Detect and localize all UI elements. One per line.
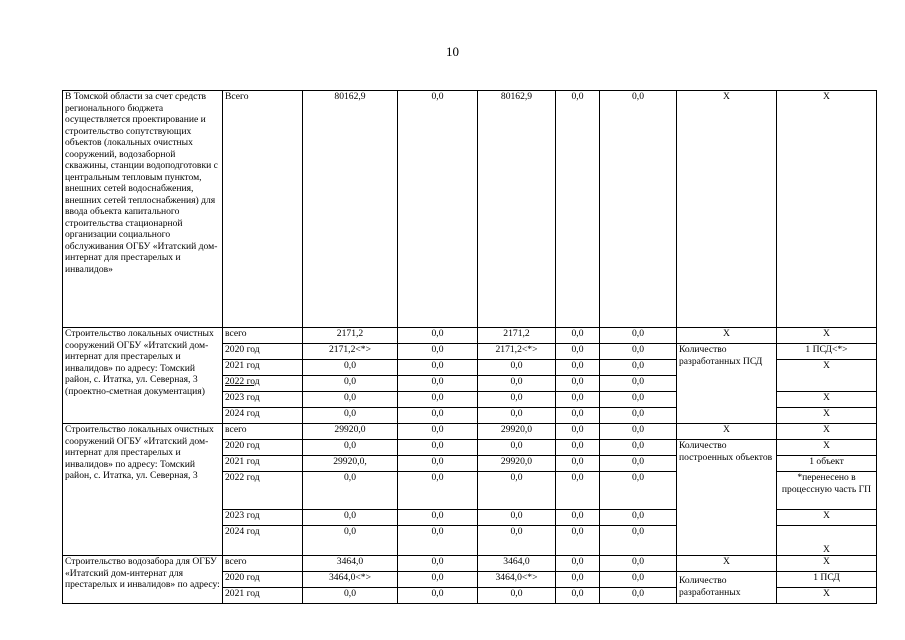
regional-cell: 0,0 xyxy=(478,588,556,604)
value-cell: 1 объект xyxy=(777,456,877,472)
local-cell: 0,0 xyxy=(556,328,600,344)
table-row xyxy=(63,424,877,440)
local-cell: 0,0 xyxy=(556,408,600,424)
federal-cell: 0,0 xyxy=(398,588,478,604)
page-number: 10 xyxy=(446,44,459,59)
federal-cell: 0,0 xyxy=(398,556,478,572)
period-cell: 2024 год xyxy=(223,408,303,424)
indicator-cell: Количество разработанных xyxy=(677,572,777,604)
regional-cell: 0,0 xyxy=(478,392,556,408)
indicator-total-cell: Х xyxy=(677,556,777,572)
value-cell: Х xyxy=(777,91,877,328)
total-cell: 0,0 xyxy=(303,392,398,408)
value-cell: 1 ПСД xyxy=(777,572,877,588)
local-cell: 0,0 xyxy=(556,344,600,360)
local-cell: 0,0 xyxy=(556,360,600,376)
indicator-total-cell: Х xyxy=(677,328,777,344)
other-cell: 0,0 xyxy=(600,408,677,424)
local-cell: 0,0 xyxy=(556,588,600,604)
federal-cell: 0,0 xyxy=(398,376,478,392)
federal-cell: 0,0 xyxy=(398,456,478,472)
period-cell: 2022 год xyxy=(223,376,303,392)
regional-cell: 29920,0 xyxy=(478,424,556,440)
regional-cell: 29920,0 xyxy=(478,456,556,472)
other-cell: 0,0 xyxy=(600,91,677,328)
total-cell: 0,0 xyxy=(303,510,398,526)
local-cell: 0,0 xyxy=(556,526,600,556)
value-cell: Х xyxy=(777,392,877,408)
other-cell: 0,0 xyxy=(600,456,677,472)
period-cell: всего xyxy=(223,424,303,440)
indicator-total-cell: Х xyxy=(677,424,777,440)
total-cell: 0,0 xyxy=(303,472,398,510)
federal-cell: 0,0 xyxy=(398,510,478,526)
indicator-cell: Количество разработанных ПСД xyxy=(677,344,777,424)
period-cell: 2021 год xyxy=(223,456,303,472)
period-cell: 2020 год xyxy=(223,440,303,456)
other-cell: 0,0 xyxy=(600,588,677,604)
federal-cell: 0,0 xyxy=(398,440,478,456)
program-table xyxy=(62,90,877,604)
federal-cell: 0,0 xyxy=(398,408,478,424)
regional-cell: 0,0 xyxy=(478,376,556,392)
regional-cell: 0,0 xyxy=(478,440,556,456)
local-cell: 0,0 xyxy=(556,472,600,510)
period-cell: 2021 год xyxy=(223,588,303,604)
period-cell: 2021 год xyxy=(223,360,303,376)
total-cell: 0,0 xyxy=(303,588,398,604)
total-cell: 0,0 xyxy=(303,526,398,556)
other-cell: 0,0 xyxy=(600,344,677,360)
other-cell: 0,0 xyxy=(600,376,677,392)
table-row xyxy=(63,91,877,328)
value-cell: Х xyxy=(777,588,877,604)
total-cell: 3464,0<*> xyxy=(303,572,398,588)
value-cell: Х xyxy=(777,424,877,440)
period-cell: 2023 год xyxy=(223,510,303,526)
local-cell: 0,0 xyxy=(556,556,600,572)
federal-cell: 0,0 xyxy=(398,472,478,510)
regional-cell: 0,0 xyxy=(478,360,556,376)
measure-description: Строительство водозабора для ОГБУ «Итатский дом-интернат для престарелых и инвалидов» по адресу: xyxy=(63,556,223,604)
period-cell: 2024 год xyxy=(223,526,303,556)
other-cell: 0,0 xyxy=(600,526,677,556)
other-cell: 0,0 xyxy=(600,510,677,526)
value-cell: Х xyxy=(777,510,877,526)
period-cell: 2022 год xyxy=(223,472,303,510)
table-row xyxy=(63,556,877,572)
local-cell: 0,0 xyxy=(556,376,600,392)
total-cell: 80162,9 xyxy=(303,91,398,328)
period-cell: всего xyxy=(223,328,303,344)
local-cell: 0,0 xyxy=(556,456,600,472)
regional-cell: 0,0 xyxy=(478,526,556,556)
regional-cell: 2171,2<*> xyxy=(478,344,556,360)
regional-cell: 0,0 xyxy=(478,472,556,510)
value-cell: Х xyxy=(777,440,877,456)
value-cell: Х xyxy=(777,556,877,572)
local-cell: 0,0 xyxy=(556,392,600,408)
total-cell: 29920,0, xyxy=(303,456,398,472)
measure-description: Строительство локальных очистных сооружений ОГБУ «Итатский дом-интернат для престарелых и инвалидов» по адресу: Томский район, с. Итатка, ул. Северная, 3 xyxy=(63,424,223,556)
federal-cell: 0,0 xyxy=(398,526,478,556)
total-cell: 0,0 xyxy=(303,408,398,424)
total-cell: 0,0 xyxy=(303,376,398,392)
other-cell: 0,0 xyxy=(600,360,677,376)
value-cell: 1 ПСД<*> xyxy=(777,344,877,360)
measure-description: Строительство локальных очистных сооружений ОГБУ «Итатский дом-интернат для престарелых и инвалидов» по адресу: Томский район, с. Итатка, ул. Северная, 3 (проектно-сметная документация) xyxy=(63,328,223,424)
total-cell: 2171,2 xyxy=(303,328,398,344)
local-cell: 0,0 xyxy=(556,440,600,456)
value-cell: *перенесено в процессную часть ГП xyxy=(777,472,877,510)
federal-cell: 0,0 xyxy=(398,344,478,360)
other-cell: 0,0 xyxy=(600,328,677,344)
other-cell: 0,0 xyxy=(600,472,677,510)
value-cell: Х xyxy=(777,526,877,556)
local-cell: 0,0 xyxy=(556,91,600,328)
federal-cell: 0,0 xyxy=(398,392,478,408)
value-cell: Х xyxy=(777,360,877,392)
federal-cell: 0,0 xyxy=(398,328,478,344)
other-cell: 0,0 xyxy=(600,440,677,456)
other-cell: 0,0 xyxy=(600,556,677,572)
indicator-cell: Количество построенных объектов xyxy=(677,440,777,556)
total-cell: 3464,0 xyxy=(303,556,398,572)
total-cell: 2171,2<*> xyxy=(303,344,398,360)
local-cell: 0,0 xyxy=(556,572,600,588)
period-cell: 2023 год xyxy=(223,392,303,408)
total-cell: 29920,0 xyxy=(303,424,398,440)
period-cell: 2020 год xyxy=(223,344,303,360)
other-cell: 0,0 xyxy=(600,424,677,440)
value-cell: Х xyxy=(777,328,877,344)
regional-cell: 3464,0<*> xyxy=(478,572,556,588)
regional-cell: 80162,9 xyxy=(478,91,556,328)
regional-cell: 3464,0 xyxy=(478,556,556,572)
federal-cell: 0,0 xyxy=(398,572,478,588)
indicator-cell: Х xyxy=(677,91,777,328)
regional-cell: 0,0 xyxy=(478,510,556,526)
value-cell: Х xyxy=(777,408,877,424)
regional-cell: 2171,2 xyxy=(478,328,556,344)
total-cell: 0,0 xyxy=(303,360,398,376)
period-cell: Всего xyxy=(223,91,303,328)
local-cell: 0,0 xyxy=(556,510,600,526)
federal-cell: 0,0 xyxy=(398,424,478,440)
local-cell: 0,0 xyxy=(556,424,600,440)
period-cell: всего xyxy=(223,556,303,572)
table-row xyxy=(63,328,877,344)
other-cell: 0,0 xyxy=(600,572,677,588)
period-cell: 2020 год xyxy=(223,572,303,588)
other-cell: 0,0 xyxy=(600,392,677,408)
total-cell: 0,0 xyxy=(303,440,398,456)
federal-cell: 0,0 xyxy=(398,360,478,376)
measure-description: В Томской области за счет средств регионального бюджета осуществляется проектирование и строительство сопутствующих объектов (локальных очистных сооружений, водозаборной скважины, станции водоподготовки с центральным тепловым пунктом, внешних сетей водоснабжения, внешних сетей теплоснабжения) для ввода объекта капитального строительства стационарной организации социального обслуживания ОГБУ «Итатский дом-интернат для престарелых и инвалидов» xyxy=(63,91,223,328)
federal-cell: 0,0 xyxy=(398,91,478,328)
regional-cell: 0,0 xyxy=(478,408,556,424)
